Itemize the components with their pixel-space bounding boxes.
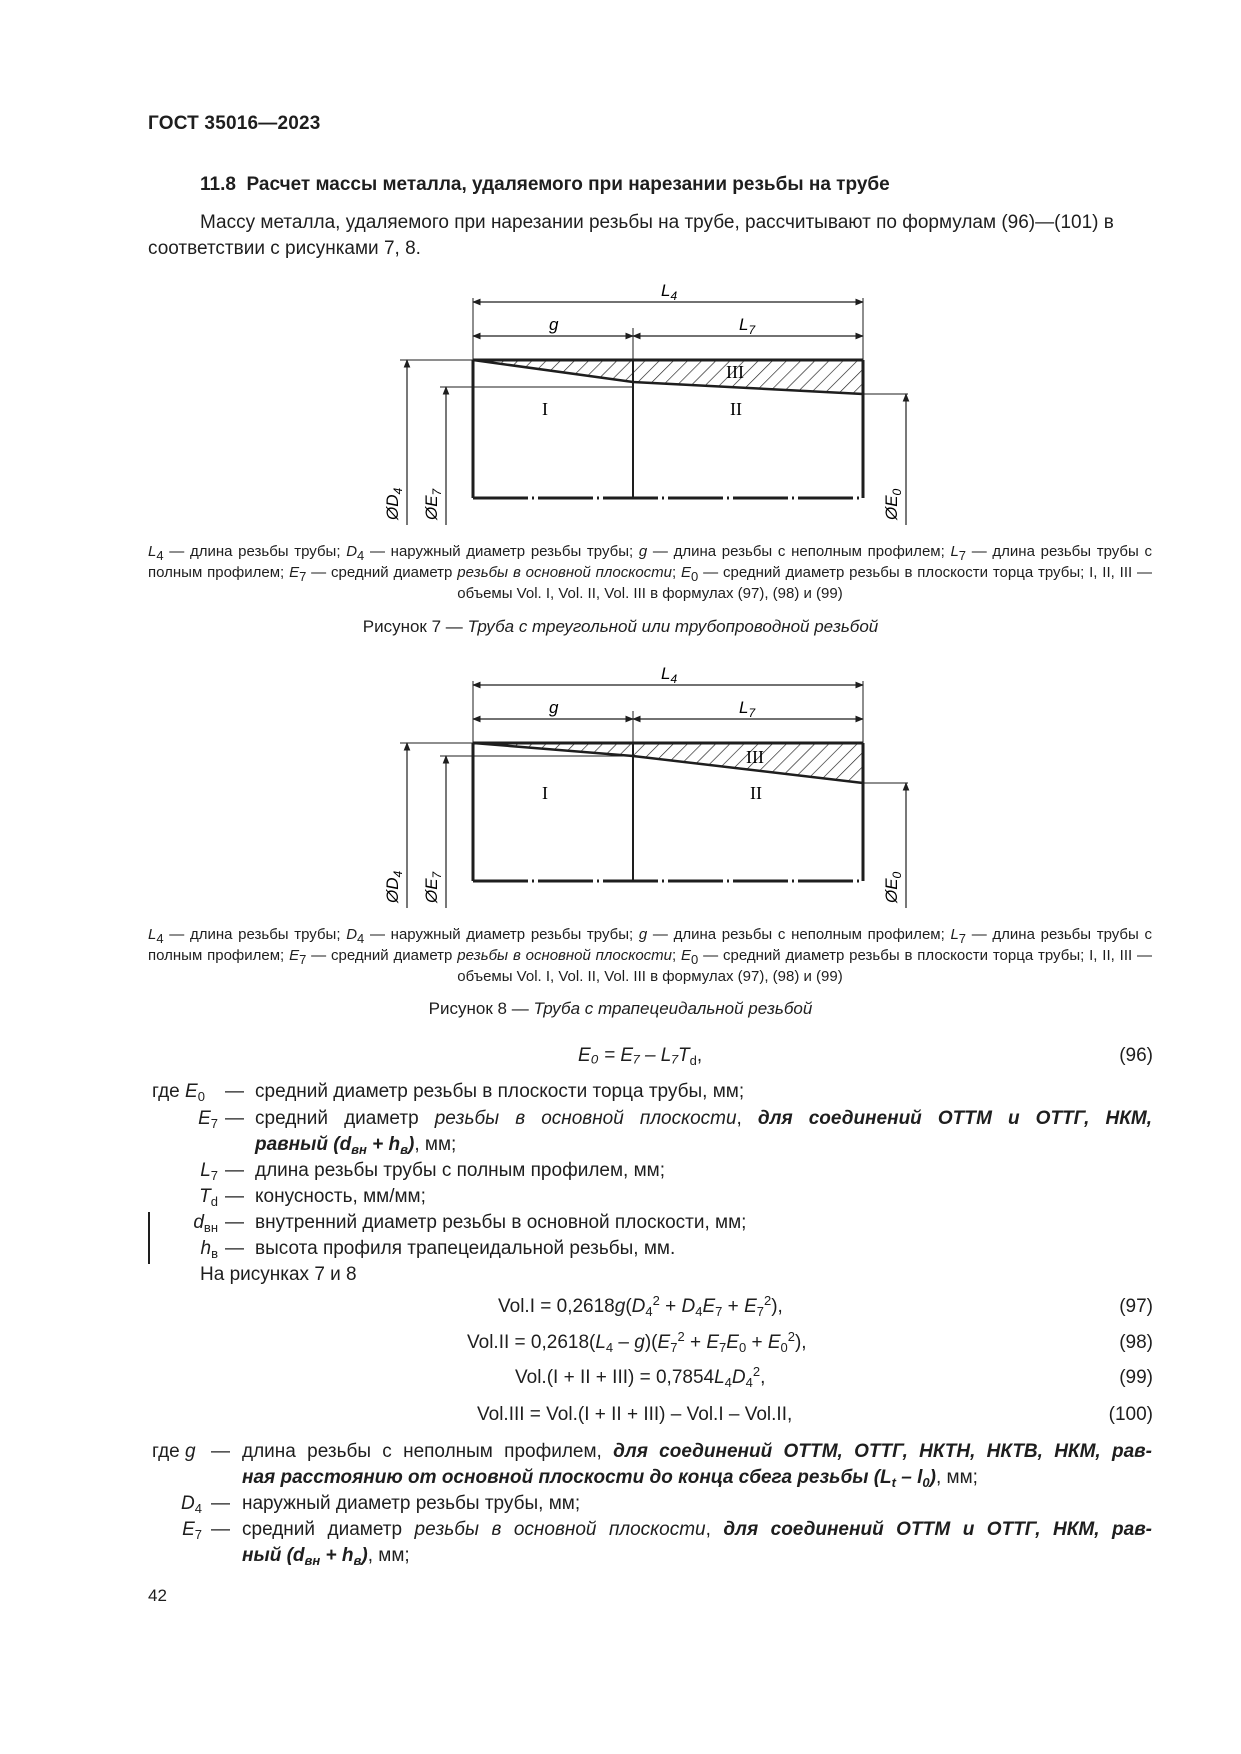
dim-label-E0: $ØE_0$ bbox=[882, 488, 904, 520]
where2-item-E7: $E_7$ bbox=[182, 1519, 202, 1542]
section-title-text: Расчет массы металла, удаляемого при нарезании резьбы на трубе bbox=[246, 174, 890, 195]
figure-8-title: Рисунок 8 — Труба с трапецеидальной резьбой bbox=[428, 999, 813, 1018]
where-item-E7-text-line2: равный $(d_{вн} + h_в)$, мм; bbox=[255, 1134, 457, 1157]
dash: — bbox=[211, 1493, 230, 1514]
region-label-I: I bbox=[542, 399, 548, 419]
dim-label-L4: $L_4$ bbox=[661, 281, 678, 303]
dash: — bbox=[225, 1081, 244, 1102]
equation-96-number: (96) bbox=[1119, 1045, 1153, 1066]
where-item-E7-text: средний диаметр резьбы в основной плоскости, для соединений ОТТМ и ОТТГ, НКМ, bbox=[255, 1108, 1152, 1129]
figure-7-legend: $L_4$ — длина резьбы трубы; $D_4$ — наружный диаметр резьбы трубы; g — длина резьбы с неполным профилем; $L_7$ — длина резьбы трубы с полным профилем; $E_7$ — средний диаметр резьбы в основной плоскости; $E_0$ — средний диаметр резьбы в плоскости торца трубы; I, II, III — объемы Vol. I, Vol. II, Vol. III в формулах (97), (98) и (99) bbox=[148, 543, 1153, 602]
dim-label-D4: $ØD_4$ bbox=[383, 487, 405, 520]
where-item-Td-text: конусность, мм/мм; bbox=[255, 1186, 426, 1207]
equation-97-number: (97) bbox=[1119, 1296, 1153, 1317]
where2-item-g-text-line2: ная расстоянию от основной плоскости до конца сбега резьбы $(L_t - l_0)$, мм; bbox=[242, 1467, 978, 1490]
dim-label-g: g bbox=[549, 315, 559, 334]
dim-label-L7: $L_7$ bbox=[739, 315, 756, 337]
dim-label-D4: $ØD_4$ bbox=[383, 870, 405, 903]
document-header: ГОСТ 35016—2023 bbox=[148, 113, 321, 134]
figures-intro: На рисунках 7 и 8 bbox=[200, 1264, 357, 1285]
dash: — bbox=[211, 1441, 230, 1462]
where-item-hv: $h_в$ bbox=[200, 1238, 218, 1261]
where-item-dvn: $d_{вн}$ bbox=[193, 1212, 218, 1235]
where2-item-E7-text: средний диаметр резьбы в основной плоскости, для соединений ОТТМ и ОТТГ, НКМ, рав- bbox=[242, 1519, 1153, 1540]
figure-8-drawing bbox=[0, 653, 1241, 923]
figure-7-title: Рисунок 7 — Труба с треугольной или трубопроводной резьбой bbox=[362, 617, 879, 636]
where-item-E0-text: средний диаметр резьбы в плоскости торца трубы, мм; bbox=[255, 1081, 745, 1102]
where-item-L7-text: длина резьбы трубы с полным профилем, мм; bbox=[255, 1160, 665, 1181]
dim-label-E7: $ØE_7$ bbox=[422, 488, 444, 520]
region-label-I: I bbox=[542, 783, 548, 803]
dash: — bbox=[211, 1519, 230, 1540]
equation-98: $Vol.II = 0,2618(L_4 - g)(E_7^2 + E_7E_0 + E_0^2)$, bbox=[467, 1329, 807, 1355]
where-item-E7: $E_7$ bbox=[198, 1108, 218, 1131]
dash: — bbox=[225, 1186, 244, 1207]
where2-item-D4: $D_4$ bbox=[181, 1493, 202, 1516]
dim-label-E0: $ØE_0$ bbox=[882, 871, 904, 903]
dash: — bbox=[225, 1108, 244, 1129]
section-number: 11.8 bbox=[200, 174, 236, 195]
region-label-II: II bbox=[730, 399, 742, 419]
region-label-II: II bbox=[750, 783, 762, 803]
equation-99: Vol.(I + II + $III) = 0,7854L_4D_4^2$, bbox=[515, 1364, 766, 1390]
dash: — bbox=[225, 1160, 244, 1181]
where-item-dvn-text: внутренний диаметр резьбы в основной плоскости, мм; bbox=[255, 1212, 747, 1233]
equation-98-number: (98) bbox=[1119, 1332, 1153, 1353]
where-item-hv-text: высота профиля трапецеидальной резьбы, мм. bbox=[255, 1238, 676, 1259]
figure-8-legend: $L_4$ — длина резьбы трубы; $D_4$ — наружный диаметр резьбы трубы; g — длина резьбы с неполным профилем; $L_7$ — длина резьбы трубы с полным профилем; $E_7$ — средний диаметр резьбы в основной плоскости; $E_0$ — средний диаметр резьбы в плоскости торца трубы; I, II, III — объемы Vol. I, Vol. II, Vol. III в формулах (97), (98) и (99) bbox=[148, 926, 1153, 985]
dash: — bbox=[225, 1212, 244, 1233]
where2-item-E7-text-line2: ный $(d_{вн} + h_в)$, мм; bbox=[242, 1545, 410, 1568]
equation-100-number: (100) bbox=[1108, 1404, 1153, 1425]
dim-label-E7: $ØE_7$ bbox=[422, 871, 444, 903]
where-item-Td: $T_d$ bbox=[199, 1186, 218, 1209]
figure-7-drawing bbox=[0, 270, 1241, 540]
dim-label-g: g bbox=[549, 698, 559, 717]
where2-item-g: где g bbox=[152, 1441, 196, 1462]
equation-100: Vol.III = Vol.(I + II + III) – Vol.I – Vol.II, bbox=[477, 1404, 793, 1425]
dim-label-L7: $L_7$ bbox=[739, 698, 756, 720]
where2-item-D4-text: наружный диаметр резьбы трубы, мм; bbox=[242, 1493, 581, 1514]
equation-97: $Vol.I = 0,2618g(D_4^2 + D_4E_7 + E_7^2)$, bbox=[498, 1293, 783, 1319]
where-item-E0: где $E_0$ bbox=[152, 1081, 205, 1104]
where2-item-g-text: длина резьбы с неполным профилем, для соединений ОТТМ, ОТТГ, НКТН, НКТВ, НКМ, рав- bbox=[242, 1441, 1152, 1462]
equation-96: $E_0 = E_7 - L_7T_d$, bbox=[578, 1045, 703, 1068]
dash: — bbox=[225, 1238, 244, 1259]
section-paragraph: Массу металла, удаляемого при нарезании резьбы на трубе, рассчитывают по формулам (96)—(101) в соответствии с рисунками 7, 8. bbox=[148, 212, 1114, 259]
dim-label-L4: $L_4$ bbox=[661, 664, 678, 686]
page-number: 42 bbox=[148, 1586, 167, 1605]
region-label-III: III bbox=[746, 747, 764, 767]
equation-99-number: (99) bbox=[1119, 1367, 1153, 1388]
section-title bbox=[200, 174, 890, 196]
region-label-III: III bbox=[726, 362, 744, 382]
where-item-L7: $L_7$ bbox=[200, 1160, 218, 1183]
